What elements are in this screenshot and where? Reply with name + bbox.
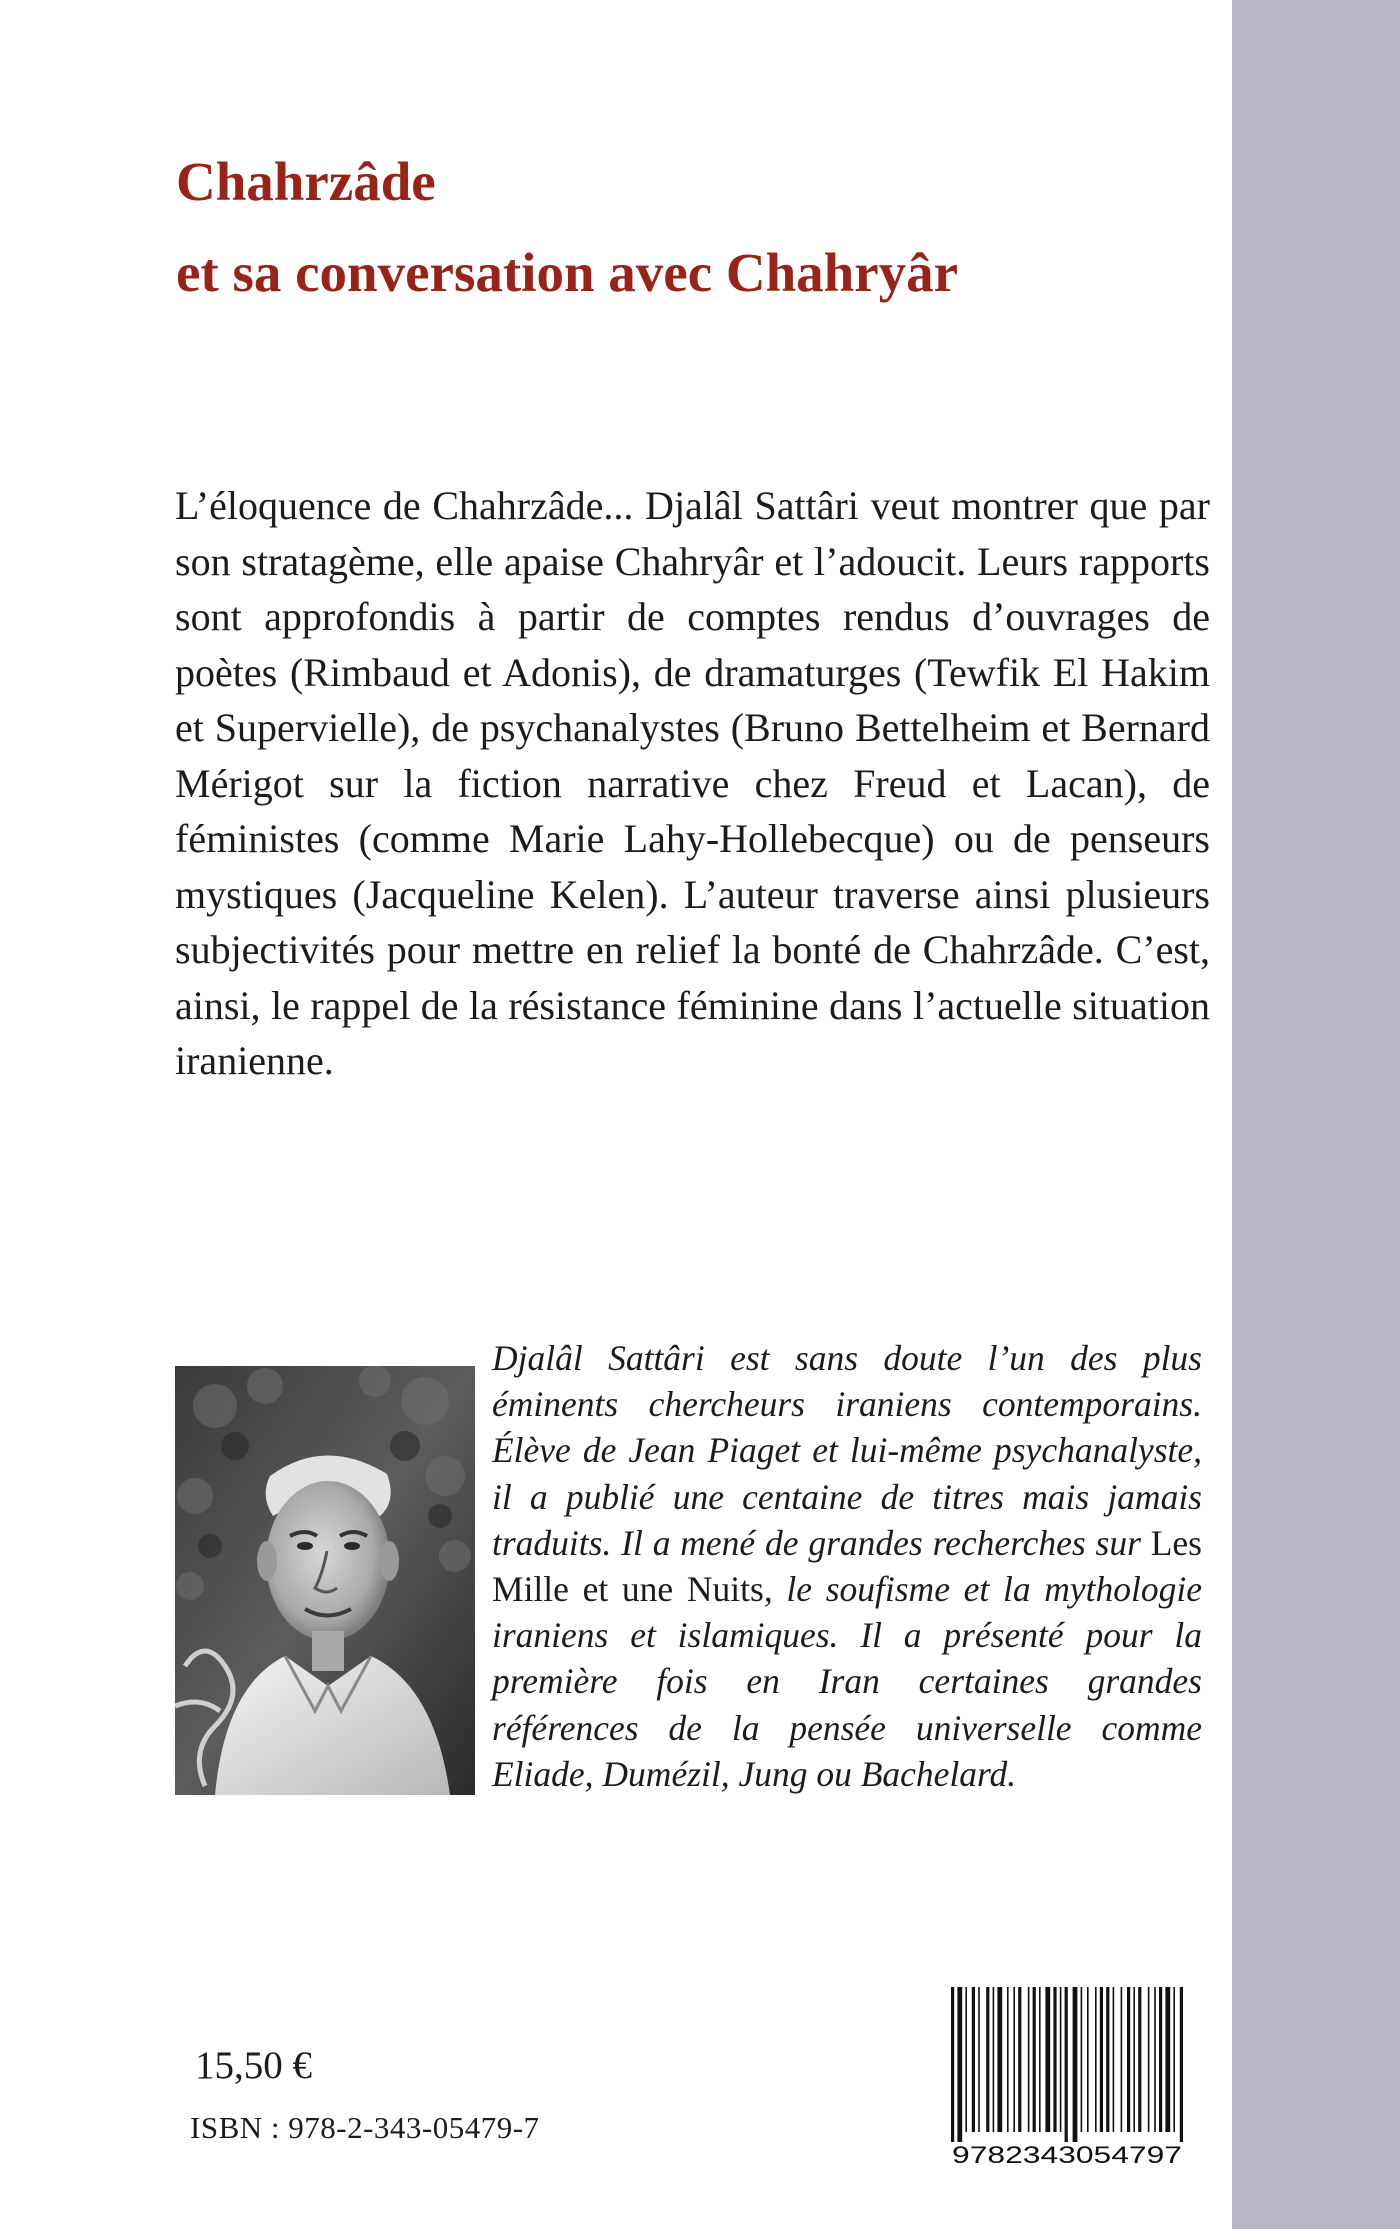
barcode [945,1985,1190,2170]
barcode-bar [1100,1987,1103,2132]
barcode-bar [1065,1987,1068,2142]
barcode-bar [1095,1987,1097,2132]
barcode-bar [1081,1987,1083,2132]
barcode-bar [1053,1987,1056,2132]
price: 15,50 € [195,2044,312,2087]
barcode-bar [1159,1987,1162,2132]
barcode-bar [957,1987,962,2142]
barcode-bar [1154,1987,1156,2132]
book-title [176,136,1176,318]
barcode-bar [1148,1987,1150,2132]
barcode-bar [972,1987,975,2132]
barcode-bar [1018,1987,1021,2132]
barcode-bar [1113,1987,1115,2132]
barcode-bar [1106,1987,1109,2132]
barcode-bar [1165,1987,1170,2132]
barcode-bar [1045,1987,1050,2132]
barcode-bar [1060,1987,1062,2132]
author-photo [175,1366,475,1795]
barcode-bar [951,1987,954,2142]
author-portrait-icon [175,1366,475,1795]
barcode-bar [1033,1987,1036,2132]
barcode-bar [1007,1987,1009,2132]
barcode-bar [1180,1987,1183,2142]
barcode-bar [993,1987,995,2132]
bio-work-title: Les Mille et une Nuits [492,1522,1202,1610]
barcode-bar [1127,1987,1130,2132]
barcode-bar [997,1987,1002,2132]
barcode-bar [965,1987,967,2132]
barcode-bar [1013,1987,1015,2132]
barcode-bar [1173,1987,1175,2132]
barcode-bar [1138,1987,1141,2132]
bio-text-2: , le soufisme et la mythologie iraniens et islamiques. Il a présenté pour la première fois en Iran certaines grandes références de la pensée universelle comme Eliade, Dumézil, Jung ou Bachelard. [492,1569,1203,1794]
barcode-bar [986,1987,989,2132]
barcode-icon [945,1985,1190,2170]
isbn: ISBN : 978-2-343-05479-7 [190,2110,540,2145]
author-bio [492,1335,1202,1797]
barcode-digits: 9782343054797 [952,2142,1182,2169]
spine-band [1232,0,1400,2229]
barcode-bar [1087,1987,1089,2132]
barcode-bar [1133,1987,1135,2132]
title-line-1: Chahrzâde [176,151,436,212]
barcode-bar [978,1987,980,2132]
barcode-bar [1121,1987,1123,2132]
bio-text-1: Djalâl Sattâri est sans doute l’un des plus éminents chercheurs iraniens contemporains. Élève de Jean Piaget et lui-même psychanalyste, il a publié une centaine de titres mais jamais traduits. Il a mené de grandes recherches sur [492,1338,1202,1563]
title-line-2: et sa conversation avec Chahryâr [176,242,959,303]
book-blurb: L’éloquence de Chahrzâde... Djalâl Sattâri veut montrer que par son stratagème, elle apaise Chahryâr et l’adoucit. Leurs rapports sont approfondis à partir de comptes rendus d’ouvrages de poètes (Rimbaud et Adonis), de dramaturges (Tewfik El Hakim et Supervielle), de psychanalystes (Bruno Bettelheim et Bernard Mérigot sur la fiction narrative chez Freud et Lacan), de féministes (comme Marie Lahy-Hollebecque) ou de penseurs mystiques (Jacqueline Kelen). L’auteur traverse ainsi plusieurs subjectivités pour mettre en relief la bonté de Chahrzâde. C’est, ainsi, le rappel de la résistance féminine dans l’actuelle situation iranienne. [175,483,1210,1083]
barcode-bar [1073,1987,1078,2142]
barcode-bar [1039,1987,1041,2132]
barcode-bar [1028,1987,1030,2132]
